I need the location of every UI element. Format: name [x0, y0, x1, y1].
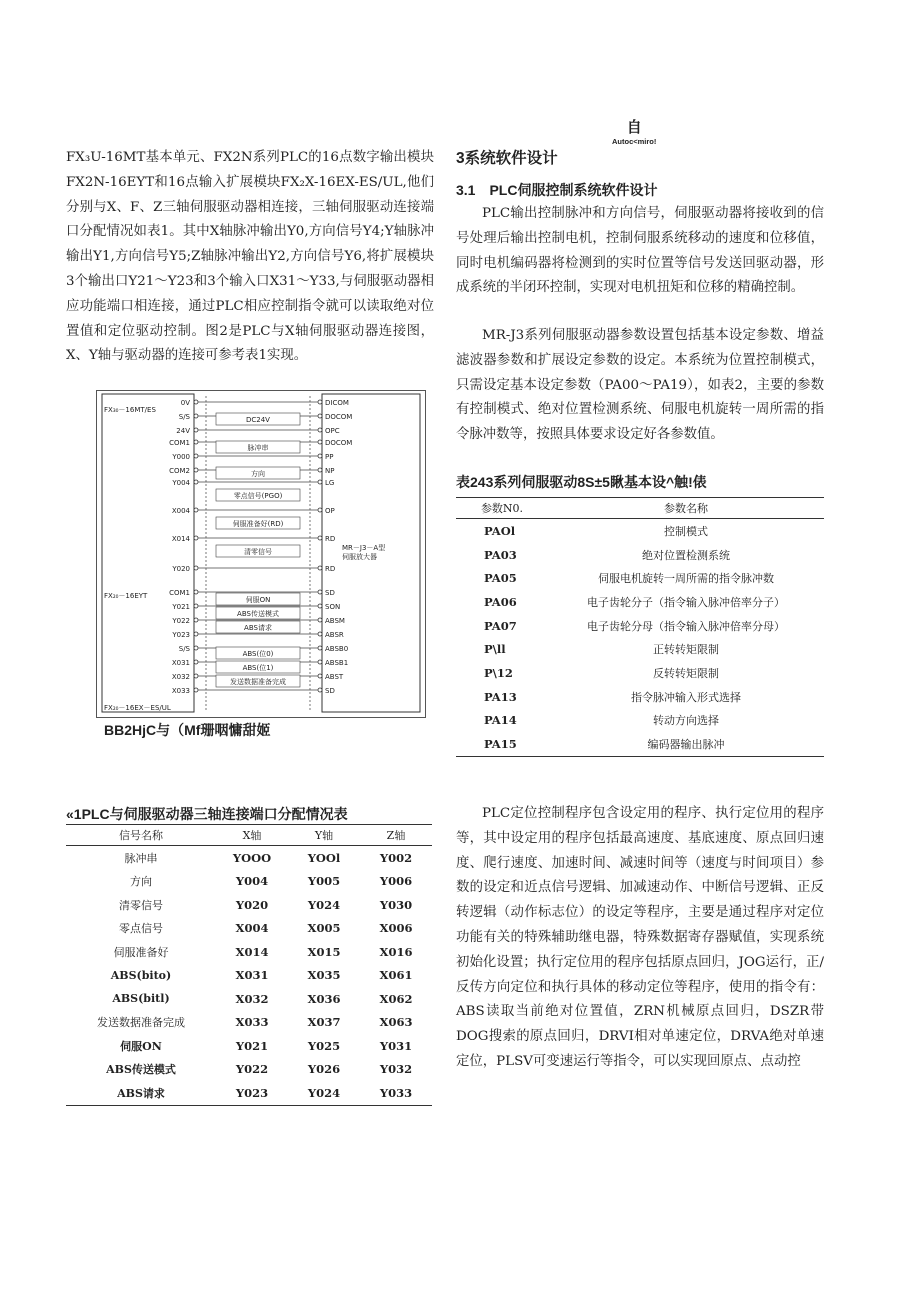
- table1-signal-cell: 伺服准备好: [113, 945, 169, 959]
- terminal-dot: [318, 646, 322, 650]
- left-terminal-label: X004: [171, 507, 190, 515]
- table-row: [456, 637, 824, 661]
- table2-name-cell: 绝对位置检测系统: [642, 548, 730, 562]
- table-row: [66, 917, 432, 941]
- table1-port-cell: X033: [235, 1015, 269, 1030]
- table1-header: Z轴: [360, 825, 432, 846]
- table2-name-cell: 转动方向选择: [653, 714, 719, 728]
- table1-caption: «1PLC与伺服驱动器三轴连接端口分配情况表: [66, 806, 348, 822]
- right-terminal-label: OPC: [325, 427, 340, 435]
- table1-port-cell: Y023: [216, 1081, 288, 1105]
- table1-port-cell: Y020: [235, 897, 269, 912]
- terminal-dot: [318, 480, 322, 484]
- right-terminal-label: LG: [325, 479, 335, 487]
- table-row: [66, 940, 432, 964]
- right-paragraph-1: PLC输出控制脉冲和方向信号，伺服驱动器将接收到的信号处理后输出控制电机，控制伺服系统移动的速度和位移值，同时电机编码器将检测到的实时位置等信号发送回驱动器，形成系统的半闭环控制，实现对电机扭矩和位移的精确控制。: [456, 206, 824, 296]
- terminal-dot: [318, 590, 322, 594]
- right-terminal-label: ABSR: [325, 631, 344, 639]
- terminal-dot: [194, 688, 198, 692]
- left-terminal-label: X031: [171, 659, 190, 667]
- terminal-dot: [194, 468, 198, 472]
- table2-param-cell: PA15: [456, 732, 548, 756]
- table1-port-cell: Y022: [235, 1062, 269, 1077]
- right-terminal-label: DOCOM: [325, 439, 353, 447]
- table1: [66, 824, 432, 1106]
- table2-name-cell: 电子齿轮分母（指令输入脉冲倍率分母）: [587, 619, 785, 633]
- header-mark: 自: [626, 119, 642, 136]
- table-row: [66, 1058, 432, 1082]
- signal-label: 脉冲串: [247, 444, 269, 452]
- terminal-dot: [318, 604, 322, 608]
- left-terminal-label: COM1: [169, 589, 190, 597]
- terminal-dot: [194, 590, 198, 594]
- table1-port-cell: X036: [307, 991, 341, 1006]
- table1-port-cell: X004: [235, 921, 269, 936]
- table1-port-cell: Y006: [379, 874, 413, 889]
- left-terminal-label: Y022: [172, 617, 190, 625]
- right-terminal-label: SD: [325, 589, 335, 597]
- table1-signal-cell: ABS传送模式: [106, 1063, 176, 1077]
- left-terminal-label: S/S: [178, 413, 190, 421]
- table1-port-cell: X015: [307, 944, 341, 959]
- table1-port-cell: Y024: [307, 897, 341, 912]
- table2-name-cell: 伺服电机旋转一周所需的指令脉冲数: [598, 572, 774, 586]
- table1-port-cell: X063: [379, 1015, 413, 1030]
- terminal-dot: [194, 400, 198, 404]
- left-terminal-label: X033: [171, 687, 190, 695]
- table-row: [456, 566, 824, 590]
- table2-param-cell: PA07: [484, 618, 517, 633]
- terminal-dot: [318, 468, 322, 472]
- terminal-dot: [194, 428, 198, 432]
- terminal-dot: [194, 646, 198, 650]
- table-row: [456, 685, 824, 709]
- left-terminal-label: Y021: [172, 603, 190, 611]
- terminal-dot: [194, 536, 198, 540]
- table-row: [456, 732, 824, 756]
- signal-label: ABS(位1): [242, 664, 274, 672]
- table1-port-cell: Y030: [379, 897, 413, 912]
- signal-label: 发送数据准备完成: [230, 678, 286, 686]
- table2-param-cell: PA05: [484, 571, 517, 586]
- left-paragraph-1: FX₃U-16MT基本单元、FX2N系列PLC的16点数字输出模块FX2N-16EYT和16点输入扩展模块FX₂X-16EX-ES/UL,他们分别与X、F、Z三轴伺服驱动器相连接，三轴伺服驱动连接端口分配情况如表1。其中X轴脉冲输出Y0,方向信号Y4;Y轴脉冲输出Y1,方向信号Y5;Z轴脉冲输出Y2,方向信号Y6,将扩展模块3个输出口Y21～Y23和3个输入口X31～Y33,与伺服驱动器相应功能端口相连接，通过PLC相应控制指令就可以读取绝对位置值和定位驱动控制。图2是PLC与X轴伺服驱动器连接图，X、Y轴与驱动器的连接可参考表1实现。: [66, 150, 434, 364]
- plc-label-output: FX₂₀－16EYT: [104, 592, 148, 600]
- table2-name-cell: 反转转矩限制: [653, 666, 719, 680]
- header-subtitle: Autoc<miro!: [612, 137, 657, 146]
- left-terminal-label: COM2: [169, 467, 190, 475]
- terminal-dot: [194, 566, 198, 570]
- table2-param-cell: P\12: [484, 665, 513, 680]
- table1-signal-cell: 脉冲串: [124, 851, 158, 865]
- signal-label: 伺服ON: [245, 596, 271, 604]
- table-row: [66, 964, 432, 988]
- right-terminal-label: NP: [325, 467, 335, 475]
- right-terminal-label: ABSM: [325, 617, 345, 625]
- table-row: [66, 1011, 432, 1035]
- section-3-1-heading: 3.1 PLC伺服控制系统软件设计: [456, 182, 658, 198]
- table2-param-cell: PA14: [484, 713, 517, 728]
- table2-name-cell: 编码器输出脉冲: [548, 732, 824, 756]
- table1-port-cell: Y032: [379, 1062, 413, 1077]
- table2-param-cell: PA13: [484, 689, 517, 704]
- wiring-diagram: [96, 390, 426, 718]
- signal-label: 清零信号: [244, 548, 272, 556]
- right-terminal-label: SD: [325, 687, 335, 695]
- left-terminal-label: 0V: [180, 399, 190, 407]
- table2-caption: 表243系列伺服驱动8S±5瞅基本设^触!俵: [456, 474, 707, 490]
- signal-label: 零点信号(PGO): [233, 492, 283, 500]
- terminal-dot: [318, 618, 322, 622]
- right-terminal-label: ABSB1: [325, 659, 349, 667]
- signal-label: 伺服准备好(RD): [232, 520, 284, 528]
- table2-param-cell: PAOl: [484, 523, 516, 538]
- right-terminal-label: ABST: [325, 673, 344, 681]
- left-terminal-label: Y020: [172, 565, 190, 573]
- table-row: [456, 614, 824, 638]
- terminal-dot: [194, 674, 198, 678]
- table2-param-cell: P\ll: [484, 642, 506, 657]
- right-paragraph-2: MR-J3系列伺服驱动器参数设置包括基本设定参数、增益滤波器参数和扩展设定参数的设定。本系统为位置控制模式，只需设定基本设定参数（PA00～PA19），如表2，主要的参数有控制模式、绝对位置检测系统、伺服电机旋转一周所需的指令脉冲数等，按照具体要求设定好各参数值。: [456, 328, 824, 443]
- left-terminal-label: X014: [171, 535, 190, 543]
- table-row: [456, 519, 824, 543]
- table1-port-cell: X035: [307, 968, 341, 983]
- signal-label: ABS传送模式: [237, 610, 279, 618]
- signal-label: ABS请求: [244, 624, 272, 632]
- table1-port-cell: Y004: [235, 874, 269, 889]
- table-row: [456, 590, 824, 614]
- table1-port-cell: Y021: [235, 1038, 269, 1053]
- table1-port-cell: YOOO: [232, 850, 272, 865]
- table2-header: 参数N0.: [456, 498, 548, 519]
- table2-name-cell: 正转转矩限制: [653, 643, 719, 657]
- section-3-heading: 3系统软件设计: [456, 150, 558, 167]
- servo-label: MR－J3－A型伺服放大器: [342, 544, 386, 561]
- terminal-dot: [318, 566, 322, 570]
- table1-port-cell: X005: [307, 921, 341, 936]
- table1-header: Y轴: [288, 825, 360, 846]
- right-terminal-label: PP: [325, 453, 334, 461]
- table2-name-cell: 控制模式: [664, 524, 708, 538]
- table1-port-cell: X014: [235, 944, 269, 959]
- table1-signal-cell: ABS(bitl): [112, 992, 170, 1006]
- right-terminal-label: OP: [325, 507, 335, 515]
- table1-port-cell: X037: [307, 1015, 341, 1030]
- right-terminal-label: DICOM: [325, 399, 349, 407]
- table1-signal-cell: 清零信号: [119, 898, 163, 912]
- table2-header-row: [456, 498, 824, 519]
- table1-port-cell: X061: [379, 968, 413, 983]
- table1-port-cell: YOOl: [307, 850, 341, 865]
- terminal-dot: [318, 508, 322, 512]
- terminal-dot: [318, 454, 322, 458]
- table1-port-cell: Y025: [307, 1038, 341, 1053]
- table1-signal-cell: 发送数据准备完成: [97, 1016, 185, 1030]
- table-row: [66, 1081, 432, 1105]
- table1-header: 信号名称: [66, 825, 216, 846]
- table1-port-cell: Y026: [307, 1062, 341, 1077]
- terminal-dot: [194, 440, 198, 444]
- right-terminal-label: RD: [325, 565, 336, 573]
- table1-header-row: [66, 825, 432, 846]
- terminal-dot: [194, 454, 198, 458]
- right-terminal-label: ABSB0: [325, 645, 349, 653]
- terminal-dot: [194, 604, 198, 608]
- table1-port-cell: X062: [379, 991, 413, 1006]
- running-header: [612, 116, 656, 146]
- terminal-dot: [194, 414, 198, 418]
- signal-label: DC24V: [246, 416, 270, 424]
- terminal-dot: [194, 480, 198, 484]
- table-row: [456, 661, 824, 685]
- terminal-dot: [318, 440, 322, 444]
- left-terminal-label: COM1: [169, 439, 190, 447]
- table2-name-cell: 指令脉冲输入形式选择: [631, 690, 741, 704]
- table1-signal-cell: ABS(bito): [110, 968, 172, 982]
- right-terminal-label: DOCOM: [325, 413, 353, 421]
- terminal-dot: [318, 688, 322, 692]
- terminal-dot: [194, 508, 198, 512]
- table1-signal-cell: 伺服ON: [120, 1039, 162, 1053]
- table2: [456, 497, 824, 757]
- table1-signal-cell: 零点信号: [119, 922, 163, 936]
- right-terminal-label: RD: [325, 535, 336, 543]
- terminal-dot: [318, 536, 322, 540]
- left-terminal-label: 24V: [176, 427, 190, 435]
- left-terminal-label: Y023: [172, 631, 190, 639]
- terminal-dot: [318, 632, 322, 636]
- left-terminal-label: Y000: [172, 453, 190, 461]
- table1-signal-cell: ABS请求: [66, 1081, 216, 1105]
- table1-port-cell: X016: [379, 944, 413, 959]
- table1-port-cell: Y033: [360, 1081, 432, 1105]
- table-row: [456, 709, 824, 733]
- terminal-dot: [318, 428, 322, 432]
- table2-param-cell: PA06: [484, 594, 517, 609]
- table1-port-cell: Y024: [288, 1081, 360, 1105]
- right-paragraph-3: PLC定位控制程序包含设定用的程序、执行定位用的程序等，其中设定用的程序包括最高速度、基底速度、原点回归速度、爬行速度、加速时间、减速时间等（速度与时间项目）参数的设定和近点信号逻辑、加减速动作、中断信号逻辑、正反转逻辑（动作标志位）的设定等程序，主要是通过程序对定位功能有关的特殊辅助继电器，特殊数据寄存器赋值，实现系统初始化设置；执行定位用的程序包括原点回归，JOG运行，正/反传方向定位和执行具体的移动定位等程序，使用的指令有：ABS读取当前绝对位置值，ZRN机械原点回归，DSZR带DOG搜索的原点回归，DRVI相对单速定位，DRVA绝对单速定位，PLSV可变速运行等指令，可以实现回原点、点动控: [456, 806, 824, 1069]
- terminal-dot: [194, 660, 198, 664]
- table-row: [66, 893, 432, 917]
- right-terminal-label: SON: [325, 603, 341, 611]
- signal-label: ABS(位0): [242, 650, 274, 658]
- table1-port-cell: Y031: [379, 1038, 413, 1053]
- plc-label-base: FX₃₀－16MT/ES: [104, 406, 156, 414]
- terminal-dot: [194, 632, 198, 636]
- table-row: [66, 870, 432, 894]
- left-terminal-label: X032: [171, 673, 190, 681]
- table-row: [66, 987, 432, 1011]
- terminal-dot: [318, 414, 322, 418]
- table1-port-cell: X031: [235, 968, 269, 983]
- table1-port-cell: Y002: [379, 850, 413, 865]
- signal-label: 方向: [251, 470, 265, 478]
- table1-header: X轴: [216, 825, 288, 846]
- terminal-dot: [318, 400, 322, 404]
- table1-port-cell: X006: [379, 921, 413, 936]
- table2-header: 参数名称: [548, 498, 824, 519]
- table2-param-cell: PA03: [484, 547, 517, 562]
- left-terminal-label: Y004: [172, 479, 190, 487]
- plc-label-input: FX₂₀－16EX－ES/UL: [104, 704, 171, 712]
- terminal-dot: [194, 618, 198, 622]
- table2-name-cell: 电子齿轮分子（指令输入脉冲倍率分子）: [587, 595, 785, 609]
- table-row: [456, 543, 824, 567]
- left-terminal-label: S/S: [178, 645, 190, 653]
- terminal-dot: [318, 660, 322, 664]
- table-row: [66, 1034, 432, 1058]
- figure-caption: BB2HjC与（Mf珊咽慵甜姬: [104, 722, 271, 738]
- table-row: [66, 846, 432, 870]
- terminal-dot: [318, 674, 322, 678]
- table1-signal-cell: 方向: [130, 875, 152, 889]
- table1-port-cell: X032: [235, 991, 269, 1006]
- table1-port-cell: Y005: [307, 874, 341, 889]
